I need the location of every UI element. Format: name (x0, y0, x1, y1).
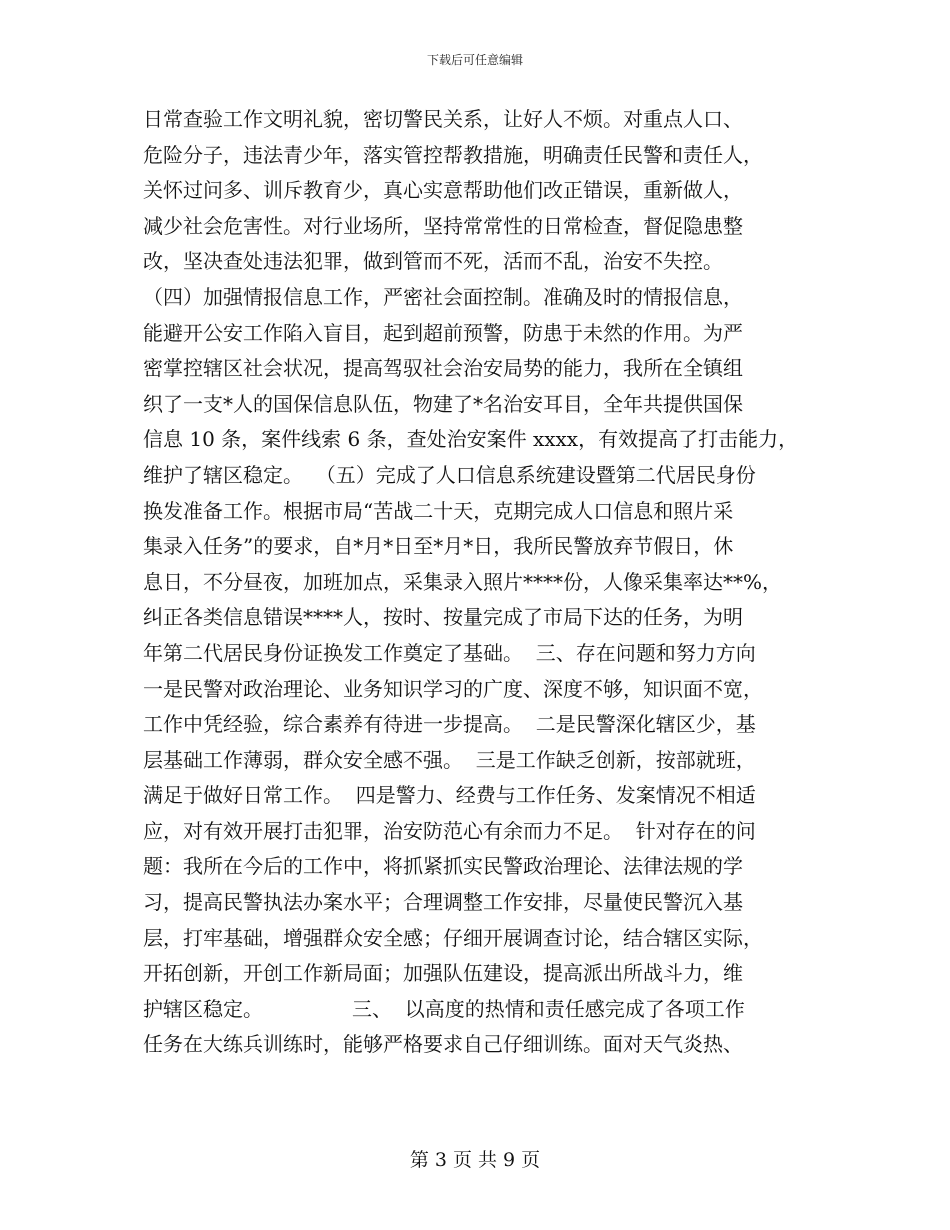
body-line: 应，对有效开展打击犯罪，治安防范心有余而力不足。 针对存在的问 (143, 818, 756, 843)
body-line: 纠正各类信息错误****人，按时、按量完成了市局下达的任务，为明 (143, 605, 743, 630)
body-line: 开拓创新，开创工作新局面；加强队伍建设，提高派出所战斗力，维 (143, 961, 743, 986)
body-line: 改，坚决查处违法犯罪，做到管而不死，活而不乱，治安不失控。 (143, 249, 723, 274)
body-line: 维护了辖区稳定。 （五）完成了人口信息系统建设暨第二代居民身份 (143, 462, 756, 487)
body-line: 集录入任务”的要求，自*月*日至*月*日，我所民警放弃节假日，休 (143, 534, 734, 559)
body-line: 危险分子，违法青少年，落实管控帮教措施，明确责任民警和责任人， (143, 142, 763, 167)
body-line: 日常查验工作文明礼貌，密切警民关系，让好人不烦。对重点人口、 (143, 107, 743, 131)
body-line: 满足于做好日常工作。 四是警力、经费与工作任务、发案情况不相适 (143, 783, 756, 808)
body-line: 护辖区稳定。 三、 以高度的热情和责任感完成了各项工作 (143, 996, 745, 1021)
body-line: 一是民警对政治理论、业务知识学习的广度、深度不够，知识面不宽， (143, 676, 763, 701)
document-body (143, 102, 823, 1063)
body-line: 年第二代居民身份证换发工作奠定了基础。 三、存在问题和努力方向 (143, 640, 756, 665)
body-line: 层基础工作薄弱，群众安全感不强。 三是工作缺乏创新，按部就班， (143, 747, 756, 772)
body-line: 工作中凭经验，综合素养有待进一步提高。 二是民警深化辖区少，基 (143, 712, 756, 737)
body-line: 减少社会危害性。对行业场所，坚持常常性的日常检查，督促隐患整 (143, 213, 743, 238)
body-line: 层，打牢基础，增强群众安全感；仔细开展调查讨论，结合辖区实际， (143, 925, 763, 950)
body-line: 信息 10 条，案件线索 6 条，查处治安案件 xxxx，有效提高了打击能力， (143, 427, 799, 452)
body-line: 能避开公安工作陷入盲目，起到超前预警，防患于未然的作用。为严 (143, 320, 743, 345)
body-line: 息日，不分昼夜，加班加点，采集录入照片****份，人像采集率达**%， (143, 569, 783, 594)
body-line: 织了一支*人的国保信息队伍，物建了*名治安耳目，全年共提供国保 (143, 391, 743, 416)
body-line: 习，提高民警执法办案水平；合理调整工作安排，尽量使民警沉入基 (143, 890, 743, 915)
body-line: 任务在大练兵训练时，能够严格要求自己仔细训练。面对天气炎热、 (143, 1032, 743, 1057)
body-line: 题：我所在今后的工作中，将抓紧抓实民警政治理论、法律法规的学 (143, 854, 743, 879)
body-line: 密掌控辖区社会状况，提高驾驭社会治安局势的能力，我所在全镇组 (143, 356, 743, 381)
body-line: （四）加强情报信息工作，严密社会面控制。准确及时的情报信息， (143, 284, 743, 309)
body-line: 关怀过问多、训斥教育少，真心实意帮助他们改正错误，重新做人， (143, 178, 743, 203)
page-number-footer: 第 3 页 共 9 页 (409, 1149, 541, 1171)
body-line: 换发准备工作。根据市局“苦战二十天，克期完成人口信息和照片采 (143, 498, 734, 523)
page-header-note: 下载后可任意编辑 (426, 53, 523, 67)
